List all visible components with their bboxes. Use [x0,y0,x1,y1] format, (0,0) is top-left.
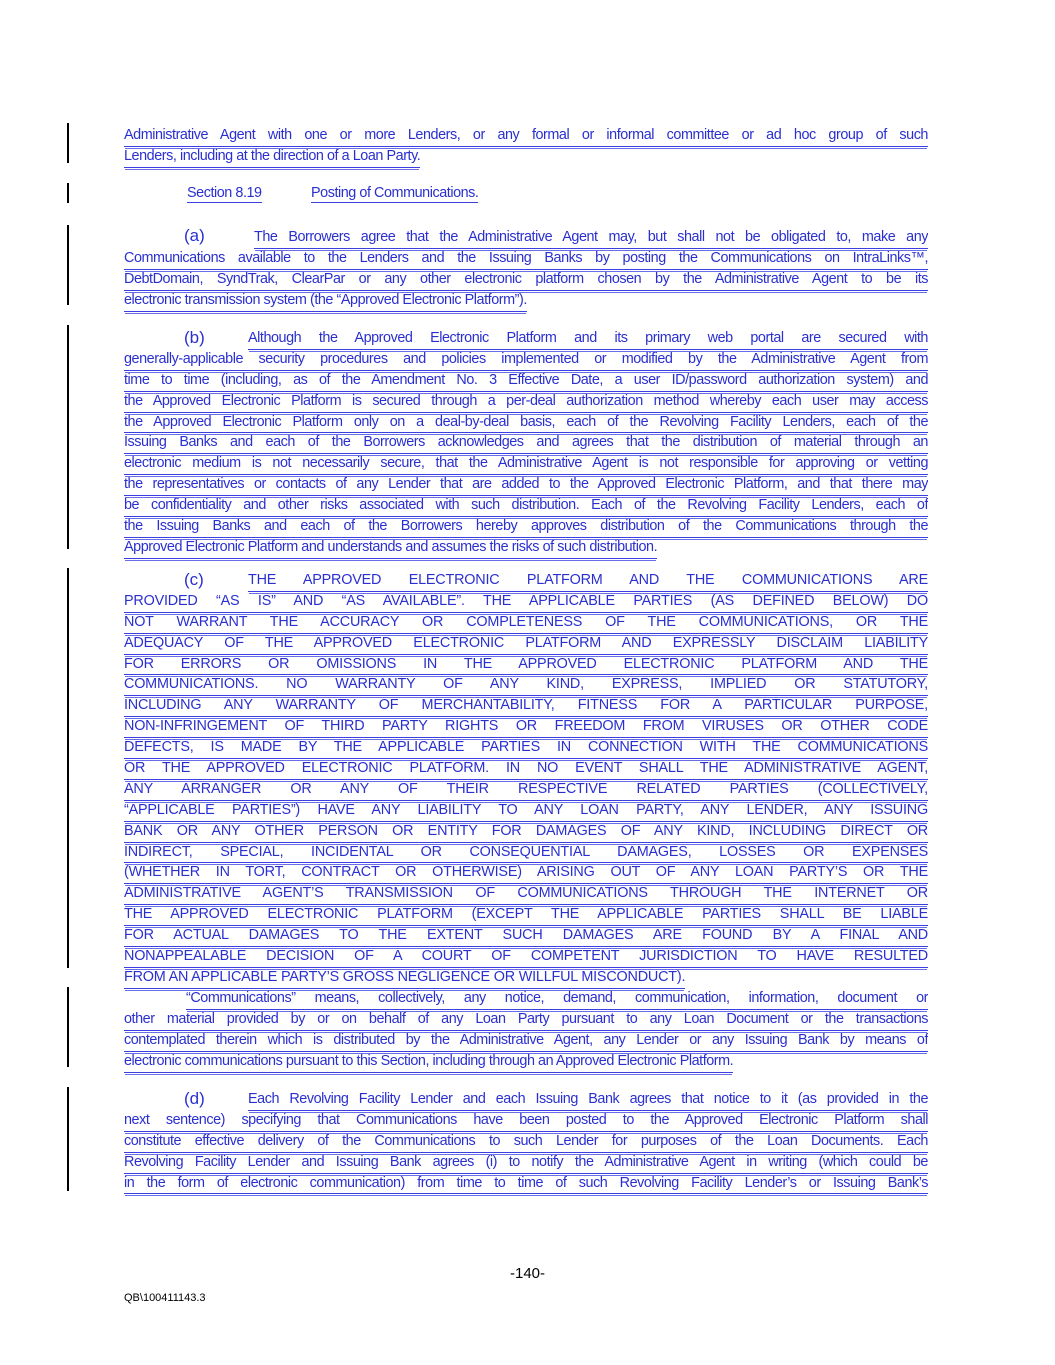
text-line: “APPLICABLE PARTIES”) HAVE ANY LIABILITY TO ANY LOAN PARTY, ANY LENDER, ANY ISSUING [124,801,928,822]
text-line: contemplated therein which is distributed by the Administrative Agent, any Lender or any Issuing Bank by means of [124,1031,928,1052]
text-line: “Communications” means, collectively, any notice, demand, communication, information, document or [186,989,928,1010]
text-line: NOT WARRANT THE ACCURACY OR COMPLETENESS OF THE COMMUNICATIONS, OR THE [124,613,928,634]
text-line: Communications available to the Lenders and the Issuing Banks by posting the Communications on IntraLinks™, [124,249,928,270]
text-line: THE APPROVED ELECTRONIC PLATFORM (EXCEPT THE APPLICABLE PARTIES SHALL BE LIABLE [124,905,928,926]
text-line: generally-applicable security procedures and policies implemented or modified by the Administrative Agent from [124,350,928,371]
paragraph-a [124,228,928,312]
document-id: QB\100411143.3 [124,1292,206,1304]
text-line: BANK OR ANY OTHER PERSON OR ENTITY FOR DAMAGES OF ANY KIND, INCLUDING DIRECT OR [124,822,928,843]
change-bar [67,225,69,305]
text-line: FOR ACTUAL DAMAGES TO THE EXTENT SUCH DAMAGES ARE FOUND BY A FINAL AND [124,926,928,947]
communications-definition [124,989,928,1073]
text-line: DebtDomain, SyndTrak, ClearPar or any other electronic platform chosen by the Administrative Agent to be its [124,270,928,291]
paragraph-label-c: (c) [184,570,204,589]
change-bar [67,1087,69,1191]
text-line: THE APPROVED ELECTRONIC PLATFORM AND THE COMMUNICATIONS ARE [248,571,928,592]
paragraph-b [124,329,928,559]
text-line: NONAPPEALABLE DECISION OF A COURT OF COMPETENT JURISDICTION TO HAVE RESULTED [124,947,928,968]
text-line: INCLUDING ANY WARRANTY OF MERCHANTABILITY, FITNESS FOR A PARTICULAR PURPOSE, [124,696,928,717]
text-line: FROM AN APPLICABLE PARTY’S GROSS NEGLIGENCE OR WILLFUL MISCONDUCT). [124,968,685,989]
text-line: the Approved Electronic Platform is secured through a per-deal authorization method whereby each user may access [124,392,928,413]
text-line: Administrative Agent with one or more Lenders, or any formal or informal committee or ad hoc group of such [124,126,928,147]
text-line: Approved Electronic Platform and understands and assumes the risks of such distribution. [124,538,657,559]
text-line: electronic transmission system (the “Approved Electronic Platform”). [124,291,527,312]
text-line: in the form of electronic communication) from time to time of such Revolving Facility Lender’s or Issuing Bank’s [124,1174,928,1195]
text-line: Although the Approved Electronic Platform and its primary web portal are secured with [248,329,928,350]
change-bar [67,325,69,549]
text-line: ADEQUACY OF THE APPROVED ELECTRONIC PLATFORM AND EXPRESSLY DISCLAIM LIABILITY [124,634,928,655]
paragraph-label-a: (a) [184,226,205,245]
text-line: ADMINISTRATIVE AGENT’S TRANSMISSION OF COMMUNICATIONS THROUGH THE INTERNET OR [124,884,928,905]
section-number: Section 8.19 [187,185,262,201]
text-line: Each Revolving Facility Lender and each Issuing Bank agrees that notice to it (as provided in the [248,1090,928,1111]
text-line: other material provided by or on behalf of any Loan Party pursuant to any Loan Document or the transactions [124,1010,928,1031]
text-line: time to time (including, as of the Amendment No. 3 Effective Date, a user ID/password authorization system) and [124,371,928,392]
paragraph-c [124,571,928,989]
text-line: the Approved Electronic Platform only on a deal-by-deal basis, each of the Revolving Facility Lenders, each of the [124,413,928,434]
text-line: constitute effective delivery of the Communications to such Lender for purposes of the Loan Documents. Each [124,1132,928,1153]
paragraph-label-d: (d) [184,1089,205,1108]
text-line: Lenders, including at the direction of a Loan Party. [124,147,420,168]
text-line: Issuing Banks and each of the Borrowers acknowledges and agrees that the distribution of material through an [124,433,928,454]
text-line: NON-INFRINGEMENT OF THIRD PARTY RIGHTS OR FREEDOM FROM VIRUSES OR OTHER CODE [124,717,928,738]
text-line: FOR ERRORS OR OMISSIONS IN THE APPROVED ELECTRONIC PLATFORM AND THE [124,655,928,676]
page-number: -140- [509,1265,546,1282]
text-line: (WHETHER IN TORT, CONTRACT OR OTHERWISE) ARISING OUT OF ANY LOAN PARTY’S OR THE [124,863,928,884]
text-line: ANY ARRANGER OR ANY OF THEIR RESPECTIVE RELATED PARTIES (COLLECTIVELY, [124,780,928,801]
paragraph-d [124,1090,928,1194]
text-line: electronic communications pursuant to this Section, including through an Approved Electronic Platform. [124,1052,733,1073]
change-bar [67,123,69,163]
text-line: the representatives or contacts of any Lender that are added to the Approved Electronic Platform, and that there may [124,475,928,496]
section-title: Posting of Communications. [311,185,479,201]
change-bar [67,987,69,1067]
text-line: Revolving Facility Lender and Issuing Bank agrees (i) to notify the Administrative Agent in writing (which could be [124,1153,928,1174]
paragraph-label-b: (b) [184,328,205,347]
text-line: PROVIDED “AS IS” AND “AS AVAILABLE”. THE APPLICABLE PARTIES (AS DEFINED BELOW) DO [124,592,928,613]
text-line: INDIRECT, SPECIAL, INCIDENTAL OR CONSEQUENTIAL DAMAGES, LOSSES OR EXPENSES [124,843,928,864]
change-bar [67,183,69,203]
text-line: OR THE APPROVED ELECTRONIC PLATFORM. IN NO EVENT SHALL THE ADMINISTRATIVE AGENT, [124,759,928,780]
text-line: COMMUNICATIONS. NO WARRANTY OF ANY KIND, EXPRESS, IMPLIED OR STATUTORY, [124,675,928,696]
text-line: DEFECTS, IS MADE BY THE APPLICABLE PARTIES IN CONNECTION WITH THE COMMUNICATIONS [124,738,928,759]
text-line: The Borrowers agree that the Administrative Agent may, but shall not be obligated to, make any [254,228,928,249]
text-line: electronic medium is not necessarily secure, that the Administrative Agent is not responsible for approving or vetting [124,454,928,475]
text-line: be confidentiality and other risks associated with such distribution. Each of the Revolving Facility Lenders, each of [124,496,928,517]
intro-paragraph [124,126,928,168]
text-line: next sentence) specifying that Communications have been posted to the Approved Electronic Platform shall [124,1111,928,1132]
text-line: the Issuing Banks and each of the Borrowers hereby approves distribution of the Communications through the [124,517,928,538]
change-bar [67,568,69,968]
